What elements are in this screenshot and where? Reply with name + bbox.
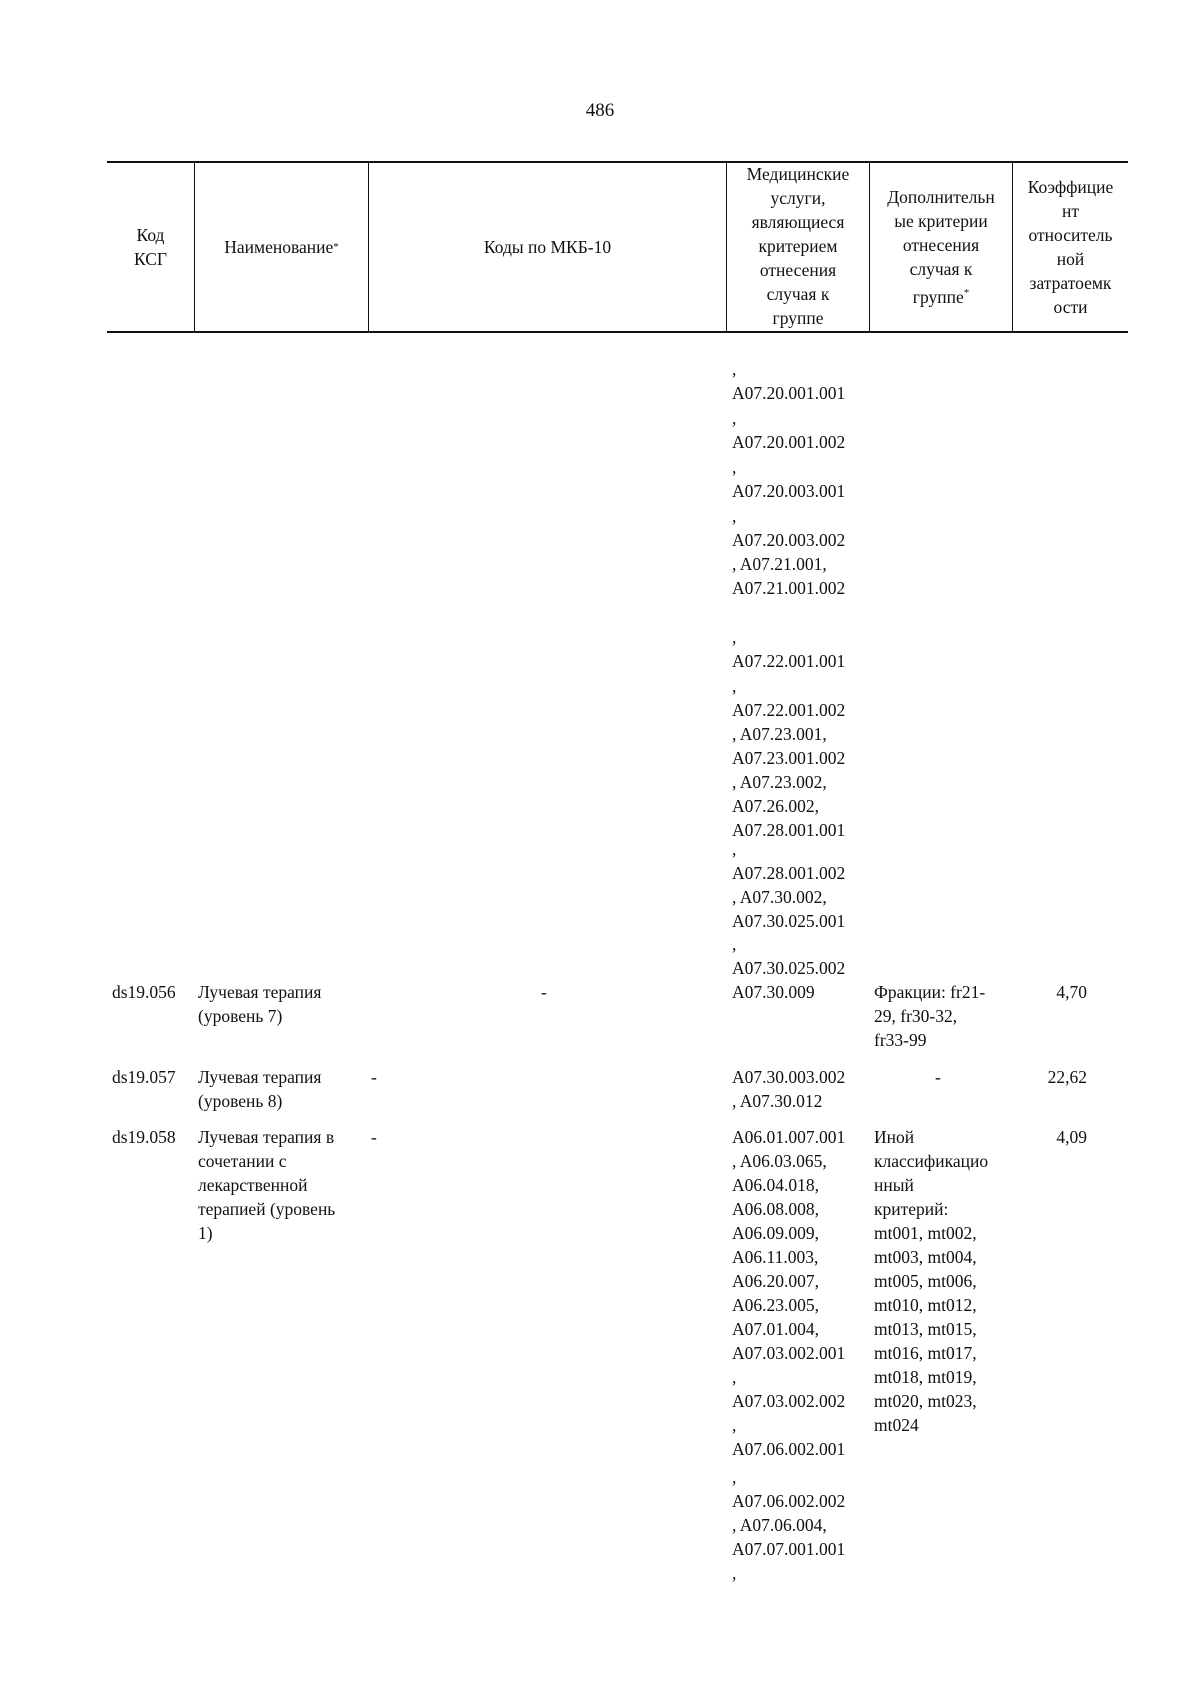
cont-service-5: , A07.22.001.002 , A07.23.001, A07.23.001.002 , A07.23.002, A07.26.002, A07.28.001.001 xyxy=(732,676,846,840)
row-1-mkb: - xyxy=(371,1067,377,1087)
row-2-services-cont: , A07.06.002.002 , A07.06.004, A07.07.001.001 , xyxy=(732,1467,846,1583)
row-0-code: ds19.056 xyxy=(112,982,176,1002)
cont-service-1: , A07.20.001.002 xyxy=(732,408,846,452)
row-1-name: Лучевая терапия (уровень 8) xyxy=(198,1067,322,1111)
row-1-extra: - xyxy=(935,1067,941,1087)
header-code xyxy=(107,162,194,331)
header-code-text: Код КСГ xyxy=(133,224,168,269)
header-extra xyxy=(870,162,1012,331)
row-0-extra: Фракции: fr21- 29, fr30-32, fr33-99 xyxy=(874,982,986,1050)
cont-service-4: , A07.22.001.001 xyxy=(732,627,846,671)
header-mkb-text: Коды по МКБ-10 xyxy=(483,236,612,257)
cont-service-6: , A07.28.001.002 , A07.30.002, A07.30.025.001 xyxy=(732,839,846,931)
row-1-services: A07.30.003.002 , A07.30.012 xyxy=(732,1067,846,1111)
row-1-coef: 22,62 xyxy=(1047,1067,1087,1087)
row-0-mkb: - xyxy=(541,982,547,1002)
header-coef xyxy=(1013,162,1128,331)
row-2-name: Лучевая терапия в сочетании с лекарственной терапией (уровень 1) xyxy=(198,1127,336,1243)
header-mkb xyxy=(369,162,726,331)
row-1-code: ds19.057 xyxy=(112,1067,176,1087)
row-2-code: ds19.058 xyxy=(112,1127,176,1147)
header-extra-asterisk: * xyxy=(963,286,970,299)
header-services-text: Медицинские услуги, являющиеся критерием отнесения случая к группе xyxy=(746,164,850,328)
header-bottom-rule xyxy=(107,331,1128,333)
row-2-mkb: - xyxy=(371,1127,377,1147)
page-number: 486 xyxy=(585,100,615,121)
cont-service-2: , A07.20.003.001 xyxy=(732,457,846,501)
cont-service-3: , A07.20.003.002 , A07.21.001, A07.21.001.002 xyxy=(732,506,846,598)
header-extra-wrap xyxy=(887,185,995,309)
cont-service-7: , A07.30.025.002 xyxy=(732,934,846,978)
row-0-name: Лучевая терапия (уровень 7) xyxy=(198,982,322,1026)
row-2-services: A06.01.007.001 , A06.03.065, A06.04.018, A06.08.008, A06.09.009, A06.11.003, A06.20.007, A06.23.005, A07.01.004, A07.03.002.001 , A07.03.002.002 , A07.06.002.001 xyxy=(732,1127,846,1459)
row-0-coef: 4,70 xyxy=(1056,982,1087,1002)
header-extra-text: Дополнительн ые критерии отнесения случая к группе xyxy=(887,186,995,307)
header-name-text: Наименование xyxy=(224,236,334,257)
row-0-services: A07.30.009 xyxy=(732,982,815,1002)
header-coef-text: Коэффицие нт относитель ной затратоемк ости xyxy=(1027,176,1114,317)
row-2-extra: Иной классификацио нный критерий: mt001, mt002, mt003, mt004, mt005, mt006, mt010, mt012, mt013, mt015, mt016, mt017, mt018, mt019, mt020, mt023, mt024 xyxy=(874,1127,989,1435)
cont-service-0: , A07.20.001.001 xyxy=(732,359,846,403)
header-name-asterisk: * xyxy=(333,240,339,253)
row-2-coef: 4,09 xyxy=(1056,1127,1087,1147)
header-services xyxy=(727,162,869,331)
header-name xyxy=(195,162,368,331)
